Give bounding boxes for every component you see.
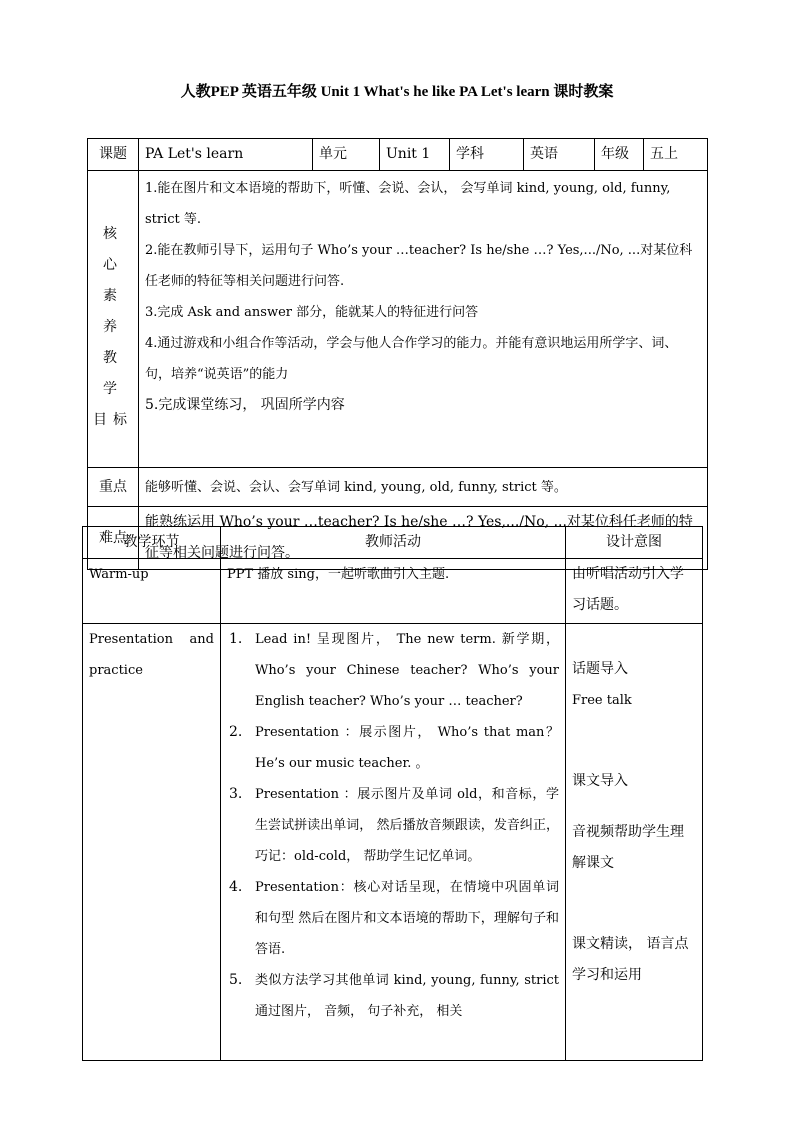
page-title: 人教PEP 英语五年级 Unit 1 What's he like PA Let's learn 课时教案 bbox=[180, 84, 614, 100]
warmup-activity: PPT 播放 sing，一起听歌曲引入主题. bbox=[221, 559, 566, 624]
topic-label: 课题 bbox=[88, 139, 139, 171]
goal-item: 5.完成课堂练习， 巩固所学内容 bbox=[145, 397, 345, 413]
list-item: 3. Presentation ：展示图片及单词 old，和音标，学生尝试拼读出单词， 然后播放音频跟读，发音纠正， 巧记：old-cold， 帮助学生记忆单词。 bbox=[229, 786, 559, 864]
grade-value: 五上 bbox=[644, 139, 708, 171]
intent-item: 音视频帮助学生理解课文 bbox=[572, 824, 684, 871]
process-table bbox=[82, 526, 703, 1061]
key-label: 重点 bbox=[88, 468, 139, 507]
goals-list bbox=[139, 171, 708, 468]
goal-item: 2.能在教师引导下，运用句子 Who’s your …teacher? Is he/she …? Yes,.../No, ...对某位科任老师的特征等相关问题进行问答. bbox=[145, 243, 693, 289]
subject-label: 学科 bbox=[450, 139, 524, 171]
presentation-intents bbox=[566, 624, 703, 1061]
process-header-stage: 教学环节 bbox=[83, 527, 221, 559]
spacer bbox=[572, 716, 696, 766]
list-item: 4. Presentation：核心对话呈现，在情境中巩固单词和句型 然后在图片和文本语境的帮助下，理解句子和答语. bbox=[229, 879, 559, 957]
lesson-info-table bbox=[87, 138, 708, 570]
goal-item: 1.能在图片和文本语境的帮助下，听懂、会说、会认， 会写单词 kind, young, old, funny, strict 等. bbox=[145, 181, 671, 227]
presentation-stage: Presentation and practice bbox=[83, 624, 221, 1061]
intent-item: 课文精读， 语言点学习和运用 bbox=[572, 936, 689, 983]
process-header-activity: 教师活动 bbox=[221, 527, 566, 559]
spacer bbox=[572, 797, 696, 817]
list-item: 2. Presentation ：展示图片， Who’s that man？He’s our music teacher. 。 bbox=[229, 724, 559, 771]
warmup-stage: Warm-up bbox=[83, 559, 221, 624]
intent-item: 课文导入 bbox=[572, 773, 628, 789]
difficult-label: 难点 bbox=[88, 507, 139, 570]
warmup-intent: 由听唱活动引入学习话题。 bbox=[566, 559, 703, 624]
key-text: 能够听懂、会说、会认、会写单词 kind, young, old, funny, strict 等。 bbox=[139, 468, 708, 507]
goals-label: 核 心 素 养 教 学 目标 bbox=[88, 171, 139, 468]
intent-item: 话题导入 bbox=[572, 661, 628, 677]
presentation-activity bbox=[221, 624, 566, 1061]
presentation-steps bbox=[229, 624, 559, 1027]
unit-label: 单元 bbox=[313, 139, 380, 171]
process-header-intent: 设计意图 bbox=[566, 527, 703, 559]
goal-item: 4.通过游戏和小组合作等活动，学会与他人合作学习的能力。并能有意识地运用所学字、词、句，培养“说英语”的能力 bbox=[145, 336, 678, 382]
list-item: 5. 类似方法学习其他单词 kind, young, funny, strict 通过图片， 音频， 句子补充， 相关 bbox=[229, 972, 559, 1019]
grade-label: 年级 bbox=[595, 139, 644, 171]
difficult-text: 能熟练运用 Who’s your …teacher? Is he/she …? Yes,.../No, ...对某位科任老师的特征等相关问题进行问答。 bbox=[139, 507, 708, 570]
spacer bbox=[572, 879, 696, 929]
goal-item: 3.完成 Ask and answer 部分，能就某人的特征进行问答 bbox=[145, 305, 479, 320]
topic-value: PA Let's learn bbox=[139, 139, 313, 171]
unit-value: Unit 1 bbox=[380, 139, 450, 171]
list-item: 1. Lead in! 呈现图片， The new term. 新学期，Who’s your Chinese teacher? Who’s your English teacher? Who’s your … teacher? bbox=[229, 631, 559, 709]
intent-item: Free talk bbox=[572, 693, 632, 708]
subject-value: 英语 bbox=[524, 139, 595, 171]
